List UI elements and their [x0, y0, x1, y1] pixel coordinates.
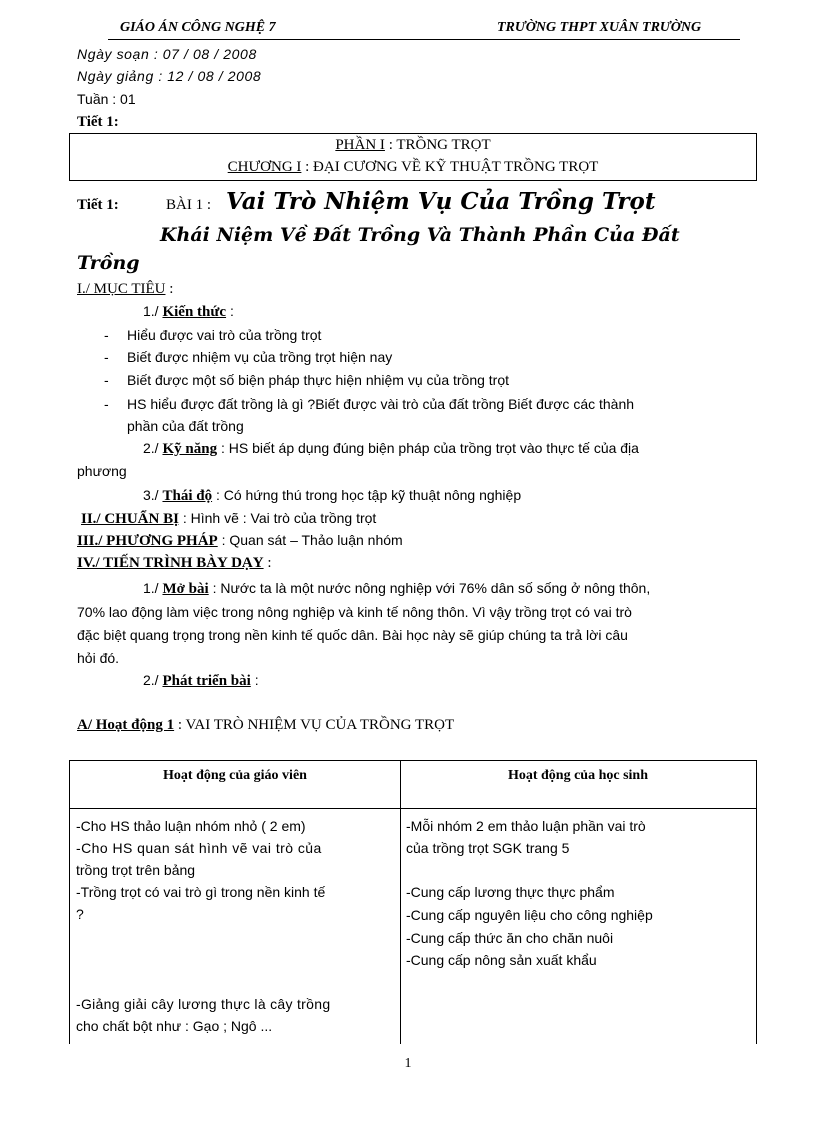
meta-tiet: Tiết 1: [77, 114, 119, 130]
bullet-dash: - [104, 349, 109, 365]
teacher-line: cho chất bột như : Gạo ; Ngô ... [76, 1018, 273, 1034]
lesson-bai-label: BÀI 1 : [166, 197, 211, 213]
table-header-student: Hoạt động của học sinh [507, 768, 649, 783]
teacher-line: trồng trọt trên bảng [76, 862, 196, 878]
table-column-divider [400, 761, 401, 1044]
kienthuc-heading: 1./ Kiến thức : [143, 303, 234, 320]
bullet-1: Hiểu được vai trò của trồng trọt [127, 327, 322, 343]
header-rule [108, 39, 740, 40]
section-3-line: III./ PHƯƠNG PHÁP : Quan sát – Thảo luận nhóm [77, 532, 403, 549]
teacher-line: -Giảng giải cây lương thực là cây trồng [76, 996, 331, 1012]
bullet-dash: - [104, 372, 109, 388]
section-title-box [69, 133, 757, 181]
kynang-line-cont: phương [77, 463, 127, 479]
lesson-title-line1: Vai Trò Nhiệm Vụ Của Trồng Trọt [226, 188, 656, 215]
meta-ngay-soan: Ngày soạn : 07 / 08 / 2008 [77, 46, 257, 62]
bullet-dash: - [104, 327, 109, 343]
student-line: của trồng trọt SGK trang 5 [406, 840, 570, 856]
table-header-teacher: Hoạt động của giáo viên [163, 768, 307, 783]
teacher-line: -Cho HS thảo luận nhóm nhỏ ( 2 em) [76, 818, 306, 834]
mobai-line2: 70% lao động làm việc trong nông nghiệp và kinh tế nông thôn. Vì vậy trồng trọt có vai trò [77, 604, 632, 620]
bullet-2: Biết được nhiệm vụ của trồng trọt hiện nay [127, 349, 393, 365]
mobai-line3: đặc biệt quang trọng trong nền kinh tế quốc dân. Bài học này sẽ giúp chúng ta trả lời câu [77, 627, 628, 643]
header-left: GIÁO ÁN CÔNG NGHỆ 7 [120, 20, 276, 35]
section-4-heading: IV./ TIẾN TRÌNH BÀY DẠY : [77, 555, 272, 571]
header-right: TRƯỜNG THPT XUÂN TRƯỜNG [497, 20, 702, 35]
table-header-rule [70, 808, 756, 809]
teacher-line: -Trồng trọt có vai trò gì trong nền kinh tế [76, 884, 326, 900]
lesson-title-line3: Trồng [77, 252, 140, 274]
teacher-line: ? [76, 906, 84, 922]
thaido-line: 3./ Thái độ : Có hứng thú trong học tập kỹ thuật nông nghiệp [143, 487, 522, 504]
activity-table [69, 760, 757, 1044]
student-line: -Cung cấp thức ăn cho chăn nuôi [406, 930, 614, 946]
lesson-tiet: Tiết 1: [77, 197, 119, 213]
title-chapter: CHƯƠNG I : ĐẠI CƯƠNG VỀ KỸ THUẬT TRỒNG TRỌT [227, 159, 599, 175]
mobai-line4: hỏi đó. [77, 650, 120, 666]
student-line: -Cung cấp lương thực thực phẩm [406, 884, 615, 900]
title-part: PHẦN I : TRỒNG TRỌT [335, 137, 491, 153]
section-1-heading: I./ MỤC TIÊU : [77, 281, 174, 297]
bullet-4: HS hiểu được đất trồng là gì ?Biết được vài trò của đất trồng Biết được các thành [127, 396, 635, 412]
student-line: -Mỗi nhóm 2 em thảo luận phần vai trò [406, 818, 646, 834]
bullet-4-cont: phần của đất trồng [127, 418, 244, 434]
activity-heading: A/ Hoạt động 1 : VAI TRÒ NHIỆM VỤ CỦA TRỒNG TRỌT [77, 717, 455, 733]
lesson-title-line2: Khái Niệm Về Đất Trồng Và Thành Phần Của Đất [160, 224, 680, 246]
meta-tuan: Tuần : 01 [77, 91, 136, 107]
phattrien-line: 2./ Phát triển bài : [143, 672, 259, 689]
section-2-line: II./ CHUẨN BỊ : Hình vẽ : Vai trò của trồng trọt [81, 510, 377, 527]
teacher-line: -Cho HS quan sát hình vẽ vai trò của [76, 840, 322, 856]
bullet-dash: - [104, 396, 109, 412]
bullet-3: Biết được một số biện pháp thực hiện nhiệm vụ của trồng trọt [127, 372, 510, 388]
meta-ngay-giang: Ngày giảng : 12 / 08 / 2008 [77, 68, 262, 84]
mobai-line1: 1./ Mở bài : Nước ta là một nước nông nghiệp với 76% dân số sống ở nông thôn, [143, 580, 651, 597]
student-line: -Cung cấp nguyên liệu cho công nghiệp [406, 907, 653, 923]
page-number: 1 [404, 1056, 412, 1071]
student-line: -Cung cấp nông sản xuất khẩu [406, 952, 597, 968]
kynang-line: 2./ Kỹ năng : HS biết áp dụng đúng biện pháp của trồng trọt vào thực tế của địa [143, 440, 639, 457]
